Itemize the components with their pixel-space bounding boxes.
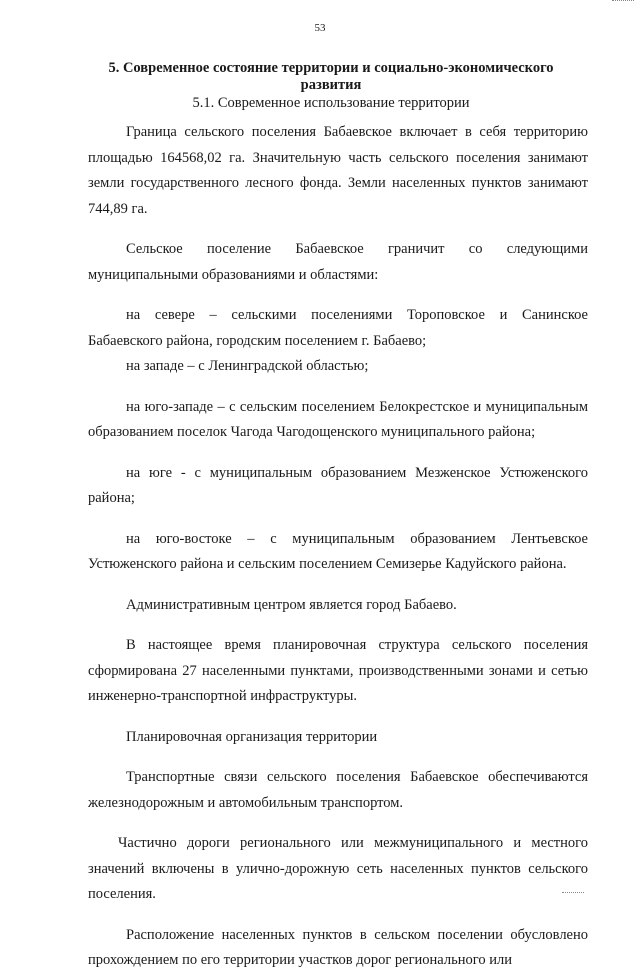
paragraph: Частично дороги регионального или межмуниципального и местного значений включены в улично-дорожную сеть населенных пунктов сельского поселения. [88, 835, 588, 902]
paragraph: на севере – сельскими поселениями Тороповское и Санинское Бабаевского района, городским поселением г. Бабаево; [88, 307, 588, 349]
document-body [88, 120, 588, 974]
scan-artifact [562, 892, 584, 895]
paragraph: на западе – с Ленинградской областью; [126, 358, 369, 374]
section-heading [86, 60, 576, 94]
paragraph: В настоящее время планировочная структура сельского поселения сформирована 27 населенными пунктами, производственными зонами и сетью инженерно-транспортной инфраструктуры. [88, 637, 588, 704]
subsection-heading: 5.1. Современное использование территории [192, 95, 470, 111]
paragraph: Транспортные связи сельского поселения Бабаевское обеспечиваются железнодорожным и автомобильным транспортом. [88, 769, 588, 811]
paragraph: на юго-востоке – с муниципальным образованием Лентьевское Устюженского района и сельским поселением Семизерье Кадуйского района. [88, 530, 588, 572]
scan-artifact [612, 0, 634, 3]
paragraph: Административным центром является город Бабаево. [126, 596, 457, 613]
paragraph: Граница сельского поселения Бабаевское включает в себя территорию площадью 164568,02 га. Значительную часть сельского поселения занимают земли государственного лесного фонда. Земли населенных пунктов занимают 744,89 га. [88, 124, 588, 217]
paragraph: Расположение населенных пунктов в сельском поселении обусловлено прохождением по его территории участков дорог регионального или [88, 926, 588, 968]
page-number: 53 [314, 22, 326, 34]
section-title-line-1: 5. Современное состояние территории и социально-экономического [108, 60, 554, 76]
section-title-line-2: развития [300, 77, 362, 93]
paragraph: на юге - с муниципальным образованием Мезженское Устюженского района; [88, 464, 588, 506]
paragraph: на юго-западе – с сельским поселением Белокрестское и муниципальным образованием поселок Чагода Чагодощенского муниципального района; [88, 398, 588, 440]
paragraph: Планировочная организация территории [126, 728, 378, 745]
paragraph: Сельское поселение Бабаевское граничит со следующими муниципальными образованиями и областями: [88, 241, 588, 283]
